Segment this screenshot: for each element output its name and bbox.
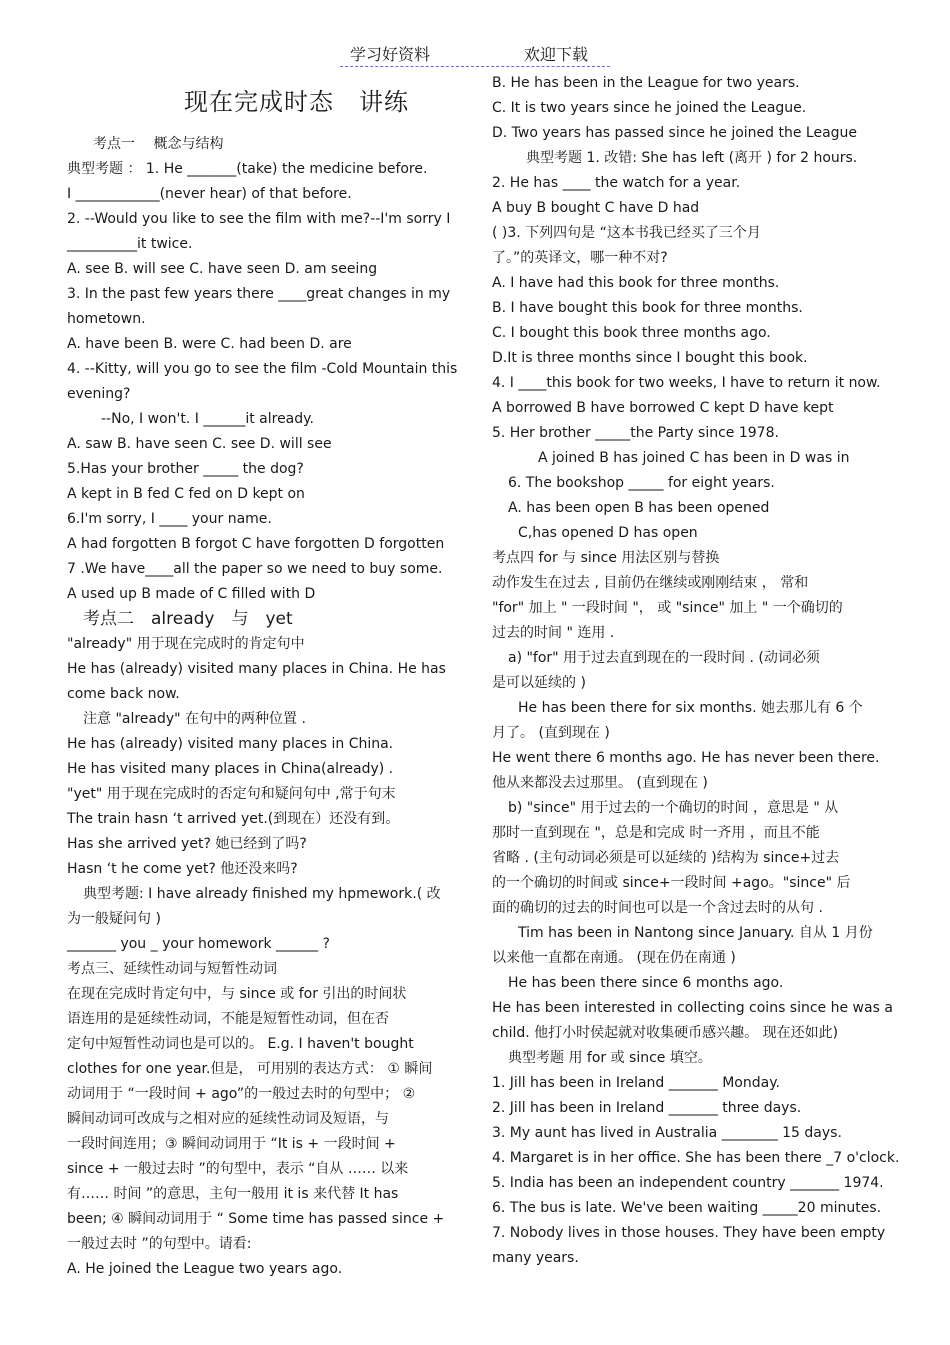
text-line: 有…… 时间 ”的意思，主句一般用 it is 来代替 It has bbox=[67, 1186, 399, 1202]
text-line: Tim has been in Nantong since January. 自从 1 月份 bbox=[518, 925, 873, 941]
text-line: a) "for" 用于过去直到现在的一段时间 . (动词必须 bbox=[508, 650, 820, 666]
text-line: 2. Jill has been in Ireland _______ three days. bbox=[492, 1100, 802, 1116]
text-line: 注意 "already" 在句中的两种位置 . bbox=[83, 711, 306, 727]
text-line: 6.I'm sorry, I ____ your name. bbox=[67, 511, 272, 527]
text-line: 瞬间动词可改成与之相对应的延续性动词及短语，与 bbox=[67, 1111, 389, 1127]
text-line: child. 他打小时侯起就对收集硬币感兴趣。 现在还如此) bbox=[492, 1025, 839, 1041]
text-line: A. saw B. have seen C. see D. will see bbox=[67, 436, 332, 452]
text-line: A. have been B. were C. had been D. are bbox=[67, 336, 352, 352]
section-heading-3: 考点三、延续性动词与短暂性动词 bbox=[67, 961, 277, 977]
text-line: 他从来都没去过那里。 (直到现在 ) bbox=[492, 775, 708, 791]
text-line: He has (already) visited many places in China. He has bbox=[67, 661, 446, 677]
text-line: A kept in B fed C fed on D kept on bbox=[67, 486, 305, 502]
text-line: evening? bbox=[67, 386, 131, 402]
text-line: A. I have had this book for three months. bbox=[492, 275, 780, 291]
text-line: 定句中短暂性动词也是可以的。 E.g. I haven't bought bbox=[67, 1036, 414, 1052]
text-line: 1. Jill has been in Ireland _______ Monday. bbox=[492, 1075, 780, 1091]
text-line: 7 .We have____all the paper so we need to buy some. bbox=[67, 561, 443, 577]
text-line: 动词用于 “一段时间 + ago”的一般过去时的句型中； ② bbox=[67, 1086, 416, 1102]
text-line: 以来他一直都在南通。 (现在仍在南通 ) bbox=[492, 950, 736, 966]
text-line: 3. My aunt has lived in Australia ________ 15 days. bbox=[492, 1125, 842, 1141]
text-line: 4. Margaret is in her office. She has been there _7 o'clock. bbox=[492, 1150, 900, 1166]
text-line: 4. --Kitty, will you go to see the film -Cold Mountain this bbox=[67, 361, 458, 377]
left-column bbox=[67, 132, 462, 1282]
text-line: 典型考题 ： 1. He _______(take) the medicine before. bbox=[67, 161, 428, 177]
text-line: He has (already) visited many places in China. bbox=[67, 736, 394, 752]
text-line: I ____________(never hear) of that before. bbox=[67, 186, 352, 202]
text-line: 2. --Would you like to see the film with me?--I'm sorry I bbox=[67, 211, 451, 227]
text-line: 5.Has your brother _____ the dog? bbox=[67, 461, 304, 477]
text-line: since + 一般过去时 ”的句型中，表示 “自从 …… 以来 bbox=[67, 1161, 409, 1177]
text-line: 一般过去时 ”的句型中。请看: bbox=[67, 1236, 252, 1252]
text-line: 6. The bus is late. We've been waiting _____20 minutes. bbox=[492, 1200, 882, 1216]
text-line: clothes for one year.但是， 可用别的表达方式： ① 瞬间 bbox=[67, 1061, 433, 1077]
text-line: 的一个确切的时间或 since+一段时间 +ago。"since" 后 bbox=[492, 875, 851, 891]
text-line: C. I bought this book three months ago. bbox=[492, 325, 771, 341]
text-line: A. see B. will see C. have seen D. am seeing bbox=[67, 261, 378, 277]
text-line: many years. bbox=[492, 1250, 579, 1266]
section-heading-4: 考点四 for 与 since 用法区别与替换 bbox=[492, 550, 720, 566]
text-line: 4. I ____this book for two weeks, I have to return it now. bbox=[492, 375, 881, 391]
text-line: He went there 6 months ago. He has never been there. bbox=[492, 750, 880, 766]
text-line: C,has opened D has open bbox=[518, 525, 698, 541]
text-line: "yet" 用于现在完成时的否定句和疑问句中 ,常于句末 bbox=[67, 786, 396, 802]
text-line: 典型考题 1. 改错: She has left (离开 ) for 2 hours. bbox=[526, 150, 858, 166]
text-line: A joined B has joined C has been in D was in bbox=[538, 450, 850, 466]
text-line: The train hasn ‘t arrived yet.(到现在）还没有到。 bbox=[67, 811, 400, 827]
text-line: He has been there for six months. 她去那儿有 6 个 bbox=[518, 700, 863, 716]
text-line: B. He has been in the League for two years. bbox=[492, 75, 800, 91]
text-line: D. Two years has passed since he joined the League bbox=[492, 125, 858, 141]
text-line: 一段时间连用；③ 瞬间动词用于 “It is + 一段时间 + bbox=[67, 1136, 396, 1152]
text-line: A borrowed B have borrowed C kept D have kept bbox=[492, 400, 834, 416]
text-line: B. I have bought this book for three months. bbox=[492, 300, 803, 316]
text-line: Hasn ‘t he come yet? 他还没来吗? bbox=[67, 861, 298, 877]
text-line: 7. Nobody lives in those houses. They have been empty bbox=[492, 1225, 886, 1241]
text-line: 是可以延续的 ) bbox=[492, 675, 586, 691]
text-line: __________it twice. bbox=[67, 236, 193, 252]
text-line: 月了。 (直到现在 ) bbox=[492, 725, 610, 741]
text-line: 了。”的英译文，哪一种不对? bbox=[492, 250, 668, 266]
text-line: 在现在完成时肯定句中，与 since 或 for 引出的时间状 bbox=[67, 986, 407, 1002]
text-line: 动作发生在过去 , 目前仍在继续或刚刚结束 ， 常和 bbox=[492, 575, 809, 591]
text-line: "already" 用于现在完成时的肯定句中 bbox=[67, 636, 305, 652]
text-line: hometown. bbox=[67, 311, 146, 327]
text-line: A had forgotten B forgot C have forgotten D forgotten bbox=[67, 536, 445, 552]
right-column bbox=[492, 71, 900, 1271]
text-line: ( )3. 下列四句是 “这本书我已经买了三个月 bbox=[492, 225, 761, 241]
text-line: 语连用的是延续性动词，不能是短暂性动词，但在否 bbox=[67, 1011, 389, 1027]
text-line: C. It is two years since he joined the League. bbox=[492, 100, 807, 116]
text-line: 6. The bookshop _____ for eight years. bbox=[508, 475, 775, 491]
text-line: 省略 . (主句动词必须是可以延续的 )结构为 since+过去 bbox=[492, 850, 840, 866]
page-header bbox=[340, 40, 610, 67]
text-line: _______ you _ your homework ______ ? bbox=[67, 936, 330, 952]
text-line: A. has been open B has been opened bbox=[508, 500, 770, 516]
text-line: been; ④ 瞬间动词用于 “ Some time has passed since + bbox=[67, 1211, 445, 1227]
text-line: D.It is three months since I bought this book. bbox=[492, 350, 808, 366]
text-line: Has she arrived yet? 她已经到了吗? bbox=[67, 836, 307, 852]
text-line: A buy B bought C have D had bbox=[492, 200, 700, 216]
text-line: 5. India has been an independent country _______ 1974. bbox=[492, 1175, 884, 1191]
text-line: "for" 加上 " 一段时间 "， 或 "since" 加上 " 一个确切的 bbox=[492, 600, 843, 616]
text-line: 那时一直到现在 "，总是和完成 时一齐用 ，而且不能 bbox=[492, 825, 820, 841]
text-line: He has been interested in collecting coins since he was a bbox=[492, 1000, 893, 1016]
section-heading-2: 考点二 already 与 yet bbox=[83, 609, 293, 629]
header-left-text: 学习好资料 bbox=[350, 45, 431, 64]
text-line: 为一般疑问句 ) bbox=[67, 911, 161, 927]
text-line: 过去的时间 " 连用 . bbox=[492, 625, 615, 641]
text-line: --No, I won't. I ______it already. bbox=[101, 411, 314, 427]
header-right-text: 欢迎下载 bbox=[524, 45, 589, 64]
section-heading-1: 考点一 概念与结构 bbox=[93, 136, 224, 152]
text-line: come back now. bbox=[67, 686, 180, 702]
text-line: 典型考题: I have already finished my hpmework.( 改 bbox=[83, 886, 441, 902]
text-line: 面的确切的过去的时间也可以是一个含过去时的从句 . bbox=[492, 900, 823, 916]
text-line: b) "since" 用于过去的一个确切的时间 ，意思是 " 从 bbox=[508, 800, 839, 816]
page-title: 现在完成时态 讲练 bbox=[184, 88, 409, 116]
text-line: He has been there since 6 months ago. bbox=[508, 975, 784, 991]
text-line: 2. He has ____ the watch for a year. bbox=[492, 175, 741, 191]
text-line: 典型考题 用 for 或 since 填空。 bbox=[508, 1050, 712, 1066]
text-line: 3. In the past few years there ____great changes in my bbox=[67, 286, 451, 302]
text-line: He has visited many places in China(already) . bbox=[67, 761, 394, 777]
text-line: 5. Her brother _____the Party since 1978. bbox=[492, 425, 779, 441]
text-line: A used up B made of C filled with D bbox=[67, 586, 316, 602]
text-line: A. He joined the League two years ago. bbox=[67, 1261, 343, 1277]
